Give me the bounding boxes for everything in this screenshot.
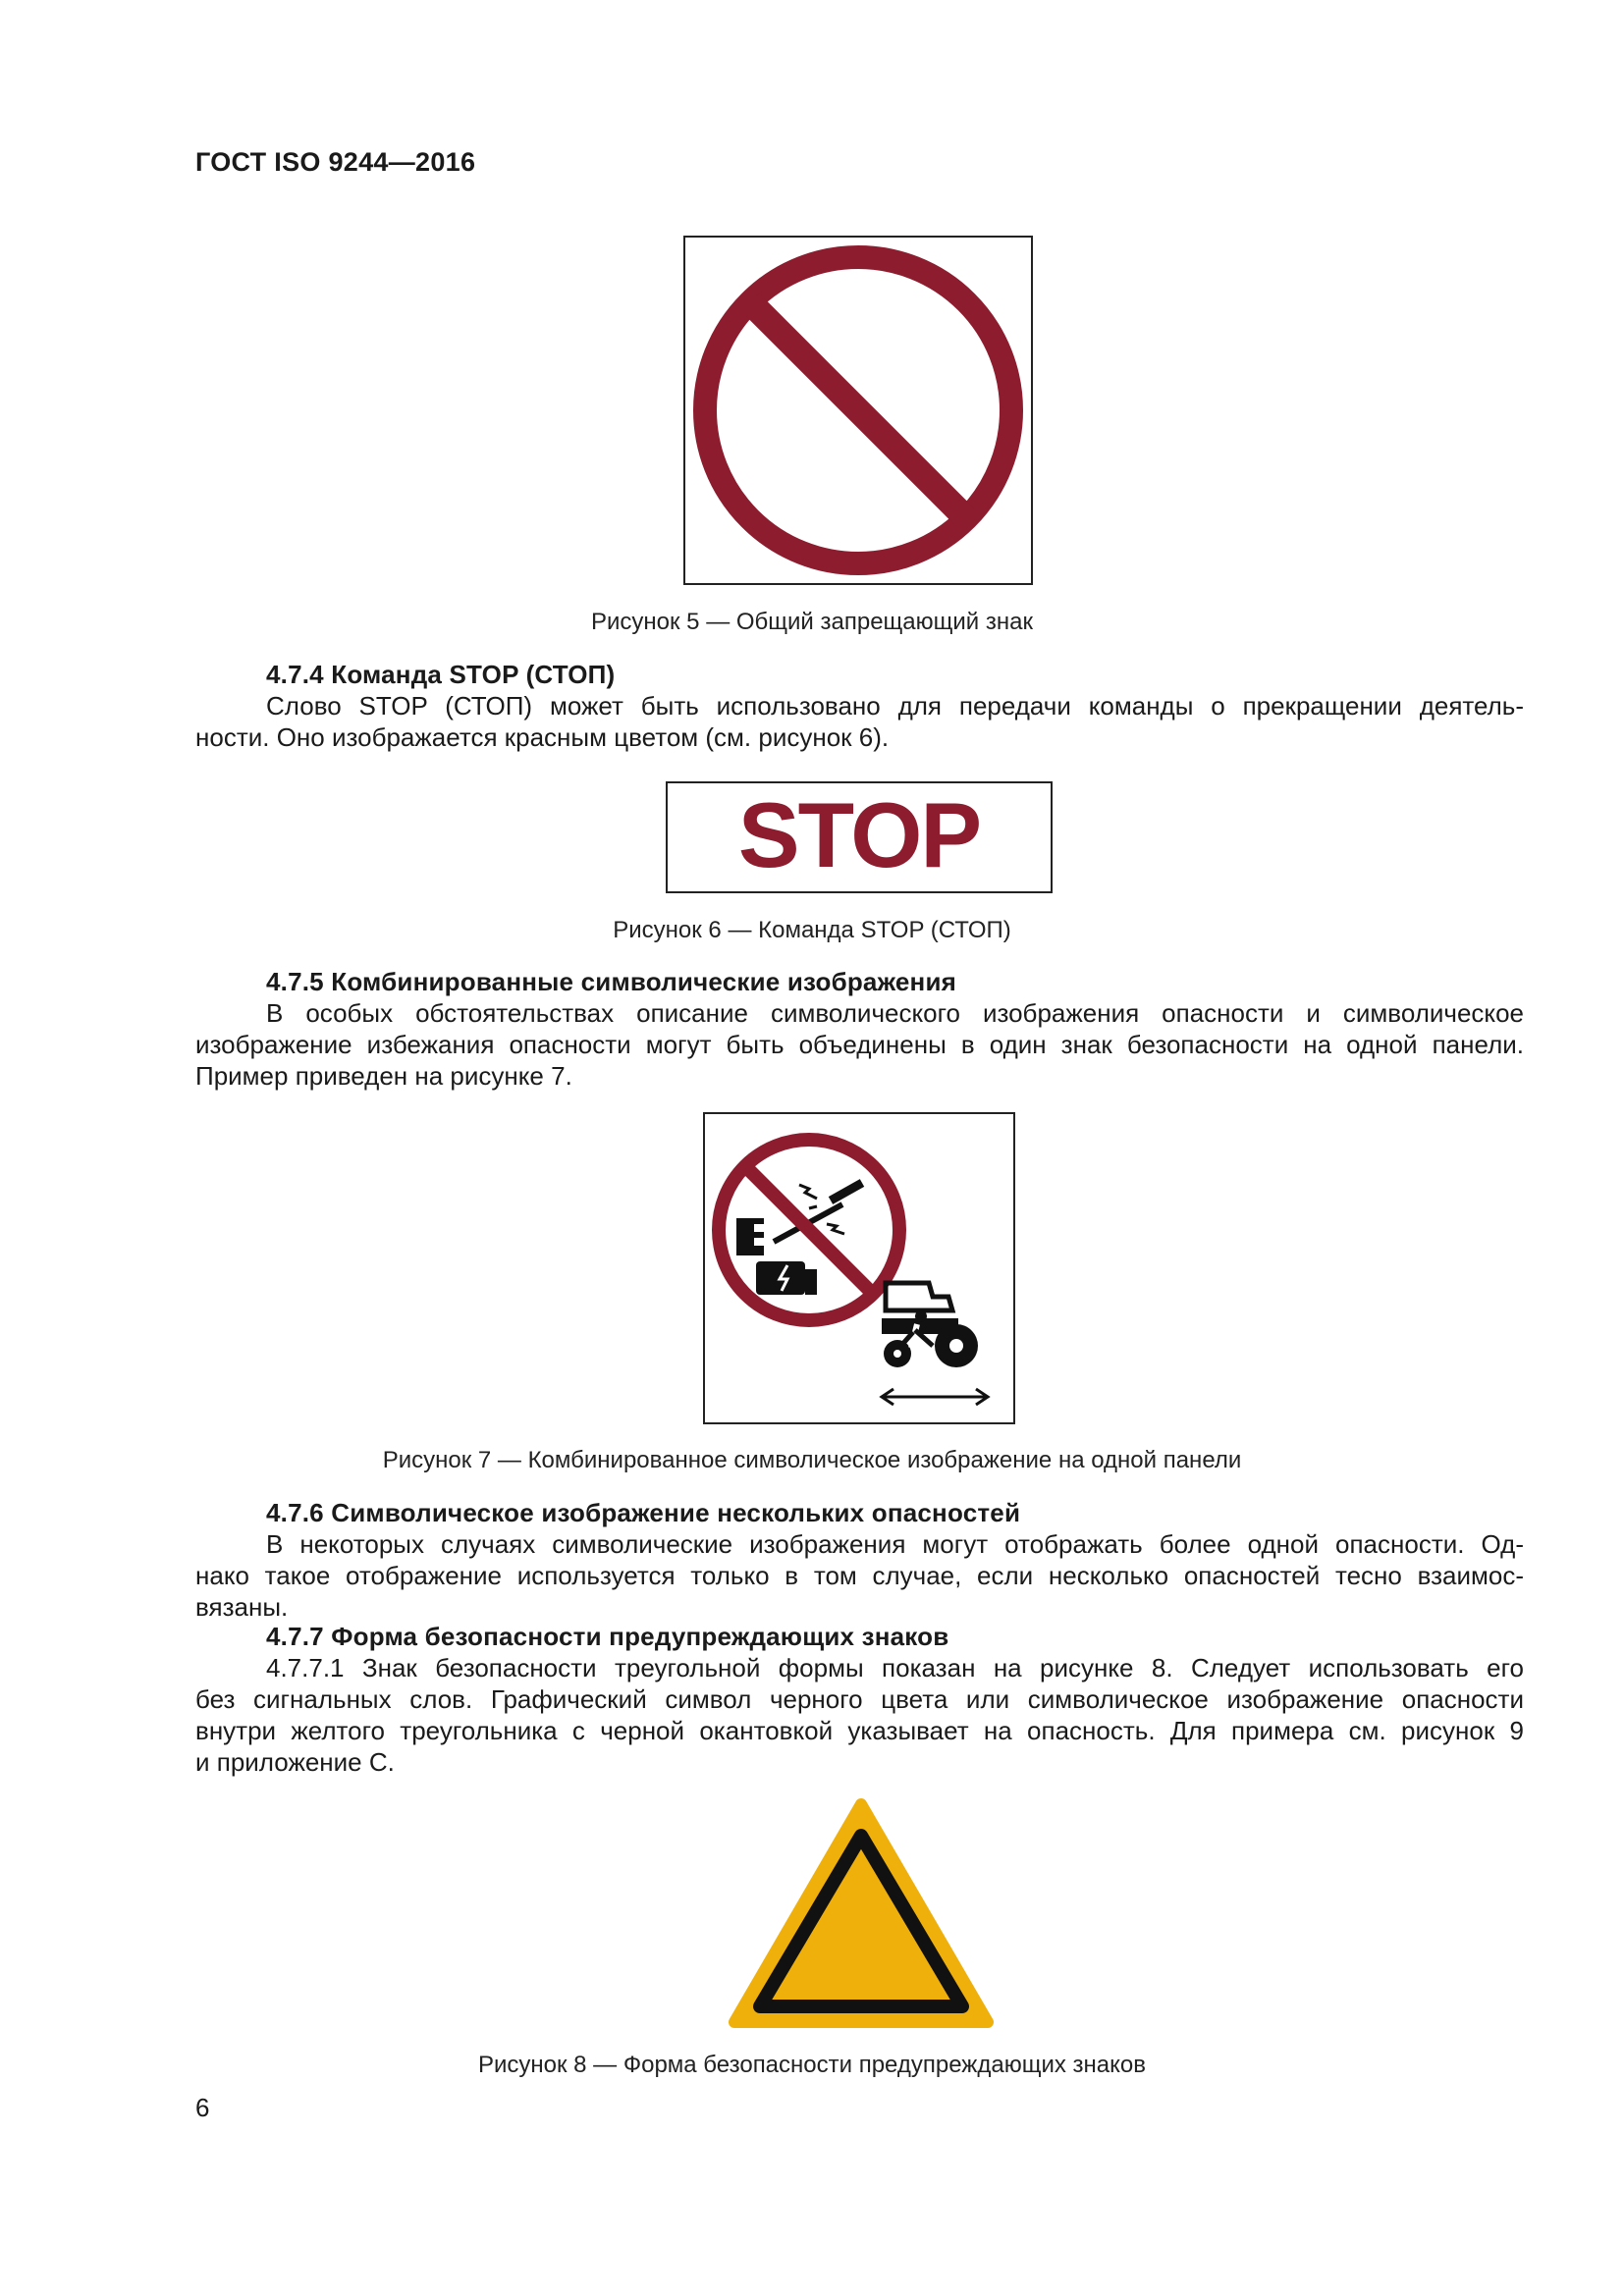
- figure-5-caption: Рисунок 5 — Общий запрещающий знак: [591, 609, 1033, 635]
- figure-8: [729, 1796, 994, 2032]
- section-4-7-4-heading: 4.7.4 Команда STOP (СТОП): [266, 660, 616, 689]
- section-4-7-5-heading: 4.7.5 Комбинированные символические изображения: [266, 967, 956, 996]
- section-4-7-6-text: [195, 1528, 1524, 1623]
- paragraph-line: 4.7.7.1 Знак безопасности треугольной формы показан на рисунке 8. Следует использовать его: [266, 1653, 1524, 1682]
- combined-safety-sign: [705, 1114, 1013, 1422]
- page-number: 6: [195, 2093, 210, 2122]
- paragraph-line: Пример приведен на рисунке 7.: [195, 1061, 572, 1091]
- paragraph-line: вязаны.: [195, 1592, 289, 1622]
- stop-sign-text: STOP: [737, 783, 981, 886]
- figure-6-caption: Рисунок 6 — Команда STOP (СТОП): [613, 917, 1011, 943]
- section-4-7-7-heading: 4.7.7 Форма безопасности предупреждающих знаков: [266, 1622, 949, 1651]
- figure-5-frame: [683, 236, 1033, 585]
- figure-7-frame: [703, 1112, 1015, 1424]
- tractor-hazard-icon: [882, 1283, 988, 1405]
- figure-7-caption: Рисунок 7 — Комбинированное символическое изображение на одной панели: [382, 1447, 1242, 1473]
- paragraph-line: В особых обстоятельствах описание символического изображения опасности и символическое: [266, 998, 1524, 1028]
- paragraph-line: изображение избежания опасности могут быть объединены в один знак безопасности на одной панели.: [195, 1030, 1524, 1059]
- figure-6-frame: [666, 781, 1053, 893]
- document-code: ГОСТ ISO 9244—2016: [195, 147, 476, 177]
- paragraph-line: внутри желтого треугольника с черной окантовкой указывает на опасность. Для примера см. рисунок 9: [195, 1716, 1524, 1745]
- no-servicing-while-running-icon: [719, 1140, 899, 1320]
- paragraph-line: и приложение С.: [195, 1747, 395, 1777]
- paragraph-line: Слово STOP (СТОП) может быть использовано для передачи команды о прекращении деятель-: [266, 691, 1524, 721]
- section-4-7-7-text: [195, 1652, 1524, 1778]
- prohibition-sign-icon: [685, 238, 1031, 583]
- figure-8-caption: Рисунок 8 — Форма безопасности предупреждающих знаков: [477, 2052, 1146, 2078]
- paragraph-line: без сигнальных слов. Графический символ черного цвета или символическое изображение опасности: [195, 1684, 1524, 1714]
- paragraph-line: В некоторых случаях символические изображения могут отображать более одной опасности. Од-: [266, 1529, 1524, 1559]
- section-4-7-6-heading: 4.7.6 Символическое изображение нескольких опасностей: [266, 1498, 1021, 1527]
- section-4-7-5-text: [195, 997, 1524, 1092]
- warning-triangle-icon: [729, 1796, 994, 2032]
- paragraph-line: нако такое отображение используется только в том случае, если несколько опасностей тесно взаимос-: [195, 1561, 1524, 1590]
- section-4-7-4-text: [195, 690, 1524, 753]
- paragraph-line: ности. Оно изображается красным цветом (см. рисунок 6).: [195, 722, 890, 752]
- stop-sign: [668, 783, 1051, 891]
